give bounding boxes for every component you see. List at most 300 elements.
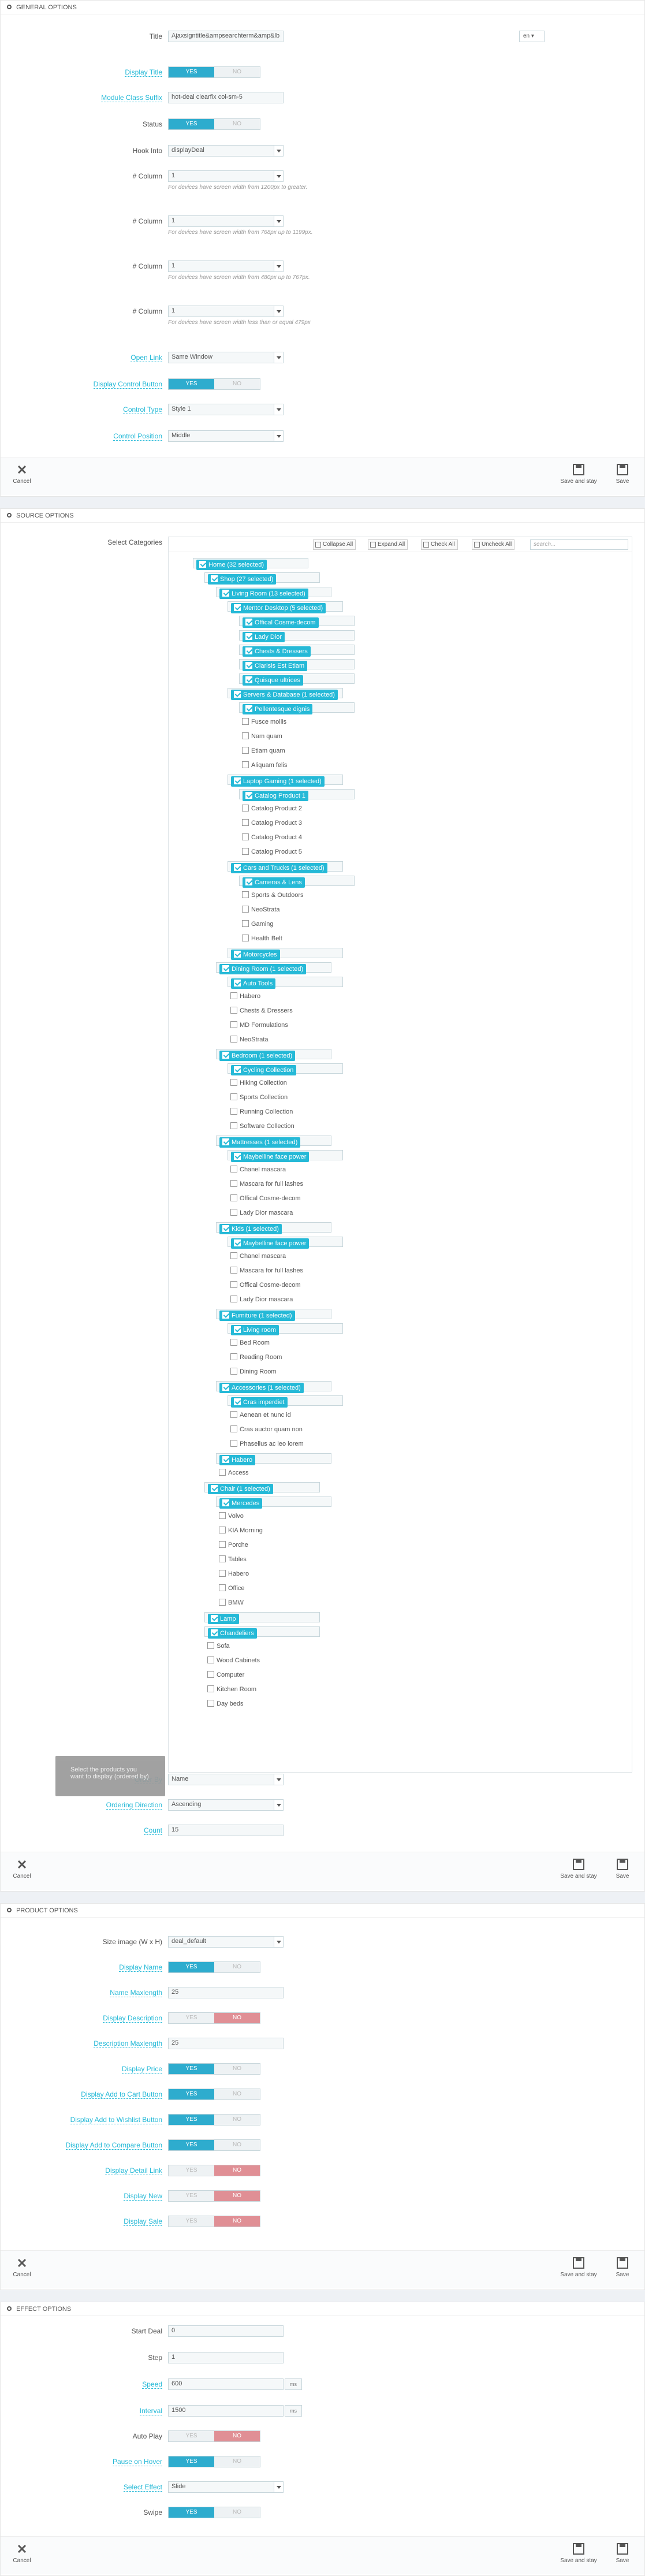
tree-node-checkbox[interactable] <box>230 1108 237 1115</box>
tree-node-checkbox[interactable] <box>230 1093 237 1100</box>
tree-node-checkbox[interactable] <box>245 792 252 799</box>
tree-node-checkbox[interactable] <box>242 718 249 725</box>
tree-node-checkbox[interactable] <box>199 561 206 568</box>
tree-node[interactable] <box>228 1280 304 1290</box>
tree-node[interactable] <box>228 977 343 987</box>
display-desc-no[interactable]: NO <box>214 2013 260 2023</box>
tree-node[interactable] <box>239 904 283 915</box>
tree-node[interactable] <box>228 861 343 872</box>
count-label: Count <box>143 1826 162 1834</box>
tree-node-checkbox[interactable] <box>245 619 252 626</box>
tree-node[interactable] <box>216 1453 331 1464</box>
tree-node-checkbox[interactable] <box>234 951 241 958</box>
tree-node[interactable] <box>239 876 355 886</box>
tree-node-checkbox[interactable] <box>219 1541 226 1548</box>
tree-node[interactable] <box>228 991 263 1002</box>
add-wishlist-toggle[interactable] <box>168 2114 260 2125</box>
desc-max-input[interactable]: 25 <box>168 2038 284 2049</box>
tree-node-checkbox[interactable] <box>222 1499 229 1506</box>
start-deal-input[interactable]: 0 <box>168 2325 284 2337</box>
tree-node[interactable] <box>228 1193 304 1204</box>
tree-node-text: Tables <box>228 1556 247 1563</box>
tree-node[interactable] <box>216 1525 266 1536</box>
save-and-stay-button[interactable]: Save and stay <box>554 463 603 491</box>
tree-node-checkbox[interactable] <box>245 676 252 683</box>
tree-node-checkbox[interactable] <box>222 1384 229 1391</box>
tree-toolbar <box>169 537 632 552</box>
tree-node[interactable] <box>216 1554 249 1565</box>
tree-node[interactable] <box>239 789 355 799</box>
display-sale-yes[interactable]: YES <box>169 2216 214 2227</box>
tree-node-text: Catalog Product 4 <box>251 834 303 841</box>
tree-node-checkbox[interactable] <box>207 1656 214 1663</box>
ordering-select[interactable]: Ascending <box>168 1799 284 1811</box>
tree-node-checkbox[interactable] <box>242 920 249 927</box>
tree-node[interactable] <box>216 1222 331 1233</box>
tree-node[interactable] <box>228 1006 296 1016</box>
pause-hover-yes[interactable]: YES <box>169 2456 214 2467</box>
cancel-button[interactable]: Cancel <box>12 2257 32 2284</box>
tree-node[interactable] <box>193 558 308 568</box>
tree-node-checkbox[interactable] <box>222 1052 229 1059</box>
tree-node[interactable] <box>204 1641 233 1651</box>
tree-node[interactable] <box>204 1482 320 1492</box>
tree-node-checkbox[interactable] <box>219 1555 226 1562</box>
tree-node-checkbox[interactable] <box>230 1339 237 1346</box>
save-button[interactable]: Save <box>613 2257 632 2284</box>
tree-node[interactable] <box>228 1034 271 1045</box>
display-name-yes[interactable]: YES <box>169 1962 214 1972</box>
autoplay-no[interactable]: NO <box>214 2431 260 2441</box>
autoplay-yes[interactable]: YES <box>169 2431 214 2441</box>
source-options-header <box>1 509 644 523</box>
speed-input[interactable]: 600 <box>168 2378 284 2390</box>
check-all-button[interactable]: Check All <box>421 539 458 550</box>
status-toggle[interactable] <box>168 118 260 130</box>
tree-node-checkbox[interactable] <box>207 1671 214 1678</box>
detail-link-toggle[interactable] <box>168 2165 260 2176</box>
tree-node[interactable] <box>216 1583 248 1594</box>
tree-node-text: Lamp <box>220 1615 236 1622</box>
collapse-all-button[interactable]: Collapse All <box>313 539 356 550</box>
module-class-input[interactable]: hot-deal clearfix col-sm-5 <box>168 92 284 103</box>
tree-node-checkbox[interactable] <box>242 805 249 811</box>
interval-row <box>1 2405 644 2417</box>
tree-node-checkbox[interactable] <box>222 590 229 597</box>
order-by-select[interactable]: Name <box>168 1774 284 1785</box>
tree-node[interactable] <box>228 1164 289 1175</box>
tree-node-checkbox[interactable] <box>242 935 249 941</box>
tree-node[interactable] <box>204 1684 259 1695</box>
tree-node[interactable] <box>228 1367 279 1377</box>
tree-node-checkbox[interactable] <box>234 980 241 987</box>
tree-node-label <box>228 1078 290 1088</box>
tree-node-checkbox[interactable] <box>230 1411 237 1418</box>
tree-node[interactable] <box>228 1092 290 1103</box>
tree-node-checkbox[interactable] <box>230 1353 237 1360</box>
tree-node-checkbox[interactable] <box>230 1007 237 1014</box>
detail-link-no[interactable]: NO <box>214 2165 260 2176</box>
tree-node-checkbox[interactable] <box>230 1166 237 1172</box>
display-price-toggle[interactable] <box>168 2063 260 2075</box>
cancel-button[interactable]: Cancel <box>12 2543 32 2570</box>
add-cart-yes[interactable]: YES <box>169 2089 214 2099</box>
effect-options-header <box>1 2302 644 2316</box>
tree-node[interactable] <box>216 1049 331 1059</box>
tree-node[interactable] <box>204 1699 246 1709</box>
column-select-3[interactable]: 1 <box>168 260 284 272</box>
tree-node-checkbox[interactable] <box>230 1079 237 1086</box>
tree-node-text: Reading Room <box>240 1354 282 1361</box>
tree-node-checkbox[interactable] <box>207 1685 214 1692</box>
tree-node[interactable] <box>239 616 355 626</box>
tree-node[interactable] <box>239 702 355 713</box>
display-new-yes[interactable]: YES <box>169 2191 214 2201</box>
interval-input[interactable]: 1500 <box>168 2405 284 2417</box>
display-price-no[interactable]: NO <box>214 2064 260 2074</box>
tree-node-checkbox[interactable] <box>230 992 237 999</box>
tree-node-label <box>228 1265 306 1276</box>
column-label-4: # Column <box>132 307 162 315</box>
tree-node-checkbox[interactable] <box>242 906 249 913</box>
add-compare-toggle[interactable] <box>168 2139 260 2151</box>
display-desc-yes[interactable]: YES <box>169 2013 214 2023</box>
tree-node[interactable] <box>239 847 305 857</box>
language-select[interactable]: en ▾ <box>519 31 545 42</box>
tree-node-label <box>219 589 308 599</box>
tree-node[interactable] <box>228 601 343 612</box>
tree-node-text: Habero <box>240 993 261 1000</box>
tree-node-label <box>239 717 289 727</box>
tree-node[interactable] <box>228 1063 343 1074</box>
tree-node[interactable] <box>216 1540 251 1550</box>
display-desc-toggle[interactable] <box>168 2012 260 2024</box>
title-label: Title <box>149 32 162 40</box>
tree-node-checkbox[interactable] <box>230 1036 237 1043</box>
tree-node[interactable] <box>216 1497 331 1507</box>
speed-row <box>1 2378 644 2390</box>
step-label: Step <box>148 2354 162 2362</box>
size-image-select[interactable]: deal_default <box>168 1936 284 1948</box>
tree-node-checkbox[interactable] <box>222 965 229 972</box>
tree-node-checkbox[interactable] <box>245 705 252 712</box>
tree-node-checkbox[interactable] <box>219 1512 226 1519</box>
tree-node[interactable] <box>216 1381 331 1391</box>
step-input[interactable]: 1 <box>168 2352 284 2363</box>
column-select-2[interactable]: 1 <box>168 215 284 227</box>
tree-node[interactable] <box>239 919 277 929</box>
tree-node-checkbox[interactable] <box>230 1122 237 1129</box>
tree-node[interactable] <box>216 1511 247 1521</box>
tree-node[interactable] <box>216 1309 331 1319</box>
tree-node-text: Chanel mascara <box>240 1253 286 1260</box>
tree-node[interactable] <box>239 890 307 900</box>
tree-node[interactable] <box>216 1136 331 1146</box>
tree-node-label <box>228 1092 290 1103</box>
tree-node-checkbox[interactable] <box>211 575 218 582</box>
save-and-stay-button[interactable]: Save and stay <box>554 2257 603 2284</box>
tree-node-label <box>219 1051 295 1061</box>
display-title-toggle[interactable] <box>168 66 260 78</box>
save-button[interactable]: Save <box>613 2543 632 2570</box>
name-max-input[interactable]: 25 <box>168 1987 284 1998</box>
tree-node-checkbox[interactable] <box>234 1326 241 1333</box>
tree-node-checkbox[interactable] <box>242 833 249 840</box>
tree-node-text: Catalog Product 3 <box>251 820 303 827</box>
display-control-no[interactable]: NO <box>214 379 260 389</box>
autoplay-toggle[interactable] <box>168 2430 260 2442</box>
tree-node-checkbox[interactable] <box>242 891 249 898</box>
tree-node[interactable] <box>204 1655 263 1666</box>
tree-node[interactable] <box>228 1265 306 1276</box>
tree-node[interactable] <box>228 1251 289 1261</box>
tree-node[interactable] <box>228 1352 285 1363</box>
tree-node[interactable] <box>228 1439 307 1449</box>
tree-node-checkbox[interactable] <box>230 1425 237 1432</box>
tree-node-checkbox[interactable] <box>211 1485 218 1492</box>
title-input[interactable]: Ajaxsigntitle&ampsearchterm&amp&lb <box>168 31 284 42</box>
tree-node-text: Mascara for full lashes <box>240 1181 304 1188</box>
tree-node[interactable] <box>228 1323 343 1334</box>
tree-node[interactable] <box>204 1612 320 1622</box>
tree-node[interactable] <box>228 1237 343 1247</box>
control-position-select[interactable]: Middle <box>168 430 284 442</box>
select-effect-select[interactable]: Slide <box>168 2481 284 2493</box>
display-new-toggle[interactable] <box>168 2190 260 2202</box>
tree-node[interactable] <box>228 1107 296 1117</box>
tree-node-label <box>228 1439 307 1449</box>
tree-node[interactable] <box>216 587 331 597</box>
column-label-2: # Column <box>132 217 162 225</box>
tree-node[interactable] <box>239 645 355 655</box>
display-name-toggle[interactable] <box>168 1961 260 1973</box>
tree-node[interactable] <box>228 1338 273 1348</box>
tree-node-checkbox[interactable] <box>234 1398 241 1405</box>
column-row-1 <box>1 170 644 191</box>
save-button[interactable]: Save <box>613 463 632 491</box>
tree-node-label <box>228 1121 297 1131</box>
tree-node[interactable] <box>239 760 290 770</box>
tree-node-checkbox[interactable] <box>242 747 249 754</box>
autoplay-row <box>1 2430 644 2442</box>
tree-node-checkbox[interactable] <box>234 691 241 698</box>
tree-node-checkbox[interactable] <box>234 1239 241 1246</box>
tree-node[interactable] <box>228 1395 343 1406</box>
tree-node-checkbox[interactable] <box>245 633 252 640</box>
tree-node-checkbox[interactable] <box>242 732 249 739</box>
save-and-stay-button[interactable]: Save and stay <box>554 2543 603 2570</box>
tree-node[interactable] <box>216 962 331 973</box>
status-no[interactable]: NO <box>214 119 260 129</box>
tree-node[interactable] <box>228 1424 305 1435</box>
tree-node[interactable] <box>216 1468 251 1478</box>
tree-node-checkbox[interactable] <box>219 1469 226 1476</box>
tree-node[interactable] <box>228 1121 297 1131</box>
tree-node-checkbox[interactable] <box>219 1584 226 1591</box>
tree-node[interactable] <box>204 1626 320 1637</box>
effect-options-title: EFFECT OPTIONS <box>16 2306 72 2313</box>
tree-node[interactable] <box>216 1569 252 1579</box>
swipe-yes[interactable]: YES <box>169 2507 214 2518</box>
tree-node-checkbox[interactable] <box>211 1629 218 1636</box>
tree-node[interactable] <box>216 1598 247 1608</box>
save-button[interactable]: Save <box>613 1858 632 1886</box>
count-input[interactable]: 15 <box>168 1825 284 1836</box>
tree-node-checkbox[interactable] <box>230 1368 237 1375</box>
tree-node[interactable] <box>239 659 355 669</box>
tree-node-checkbox[interactable] <box>207 1642 214 1649</box>
control-type-select[interactable]: Style 1 <box>168 404 284 415</box>
uncheck-all-button[interactable]: Uncheck All <box>472 539 514 550</box>
expand-icon <box>370 542 376 548</box>
column-select-1[interactable]: 1 <box>168 170 284 182</box>
tree-node-text: Cras auctor quam non <box>240 1426 303 1433</box>
speed-unit: ms <box>285 2378 302 2390</box>
tree-node-text: Cars and Trucks (1 selected) <box>243 865 325 872</box>
tree-node-text: Fusce mollis <box>251 719 287 725</box>
tree-node-checkbox[interactable] <box>230 1296 237 1302</box>
add-cart-no[interactable]: NO <box>214 2089 260 2099</box>
display-control-yes[interactable]: YES <box>169 379 214 389</box>
display-sale-toggle[interactable] <box>168 2216 260 2227</box>
display-name-no[interactable]: NO <box>214 1962 260 1972</box>
tree-node-label <box>243 617 319 628</box>
save-and-stay-button[interactable]: Save and stay <box>554 1858 603 1886</box>
detail-link-row <box>1 2165 644 2176</box>
tree-node-checkbox[interactable] <box>234 1066 241 1073</box>
gear-icon <box>6 512 12 518</box>
status-yes[interactable]: YES <box>169 119 214 129</box>
tree-node-checkbox[interactable] <box>245 662 252 669</box>
display-new-no[interactable]: NO <box>214 2191 260 2201</box>
tree-node[interactable] <box>228 1150 343 1160</box>
tree-node-checkbox[interactable] <box>222 1312 229 1319</box>
tree-node[interactable] <box>239 731 285 742</box>
tree-node-label <box>216 1468 251 1478</box>
tree-node-label <box>208 1614 239 1624</box>
tree-node[interactable] <box>239 803 305 814</box>
cancel-button[interactable]: Cancel <box>12 1858 32 1886</box>
display-sale-no[interactable]: NO <box>214 2216 260 2227</box>
tree-node-label <box>243 791 308 801</box>
tree-node-label <box>228 1410 294 1420</box>
tree-node-checkbox[interactable] <box>242 761 249 768</box>
tree-node-checkbox[interactable] <box>230 1440 237 1447</box>
display-price-yes[interactable]: YES <box>169 2064 214 2074</box>
tree-node[interactable] <box>239 630 355 641</box>
tree-node-checkbox[interactable] <box>219 1527 226 1533</box>
tree-node-checkbox[interactable] <box>234 864 241 871</box>
tree-node[interactable] <box>228 1294 296 1305</box>
tree-node-checkbox[interactable] <box>222 1138 229 1145</box>
tree-node-checkbox[interactable] <box>245 878 252 885</box>
control-position-row <box>1 430 644 442</box>
tree-node[interactable] <box>228 688 343 698</box>
tree-node-checkbox[interactable] <box>211 1615 218 1622</box>
add-cart-toggle[interactable] <box>168 2089 260 2100</box>
tree-node-checkbox[interactable] <box>222 1225 229 1232</box>
tree-node-text: Living room <box>243 1327 276 1334</box>
tree-node-checkbox[interactable] <box>234 777 241 784</box>
cancel-button[interactable]: Cancel <box>12 463 32 491</box>
add-compare-no[interactable]: NO <box>214 2140 260 2150</box>
tree-node-checkbox[interactable] <box>222 1456 229 1463</box>
tree-node-text: Chanel mascara <box>240 1166 286 1173</box>
swipe-toggle[interactable] <box>168 2507 260 2518</box>
add-wishlist-no[interactable]: NO <box>214 2115 260 2125</box>
tree-node-checkbox[interactable] <box>230 1281 237 1288</box>
hook-row <box>1 145 644 157</box>
tree-node-text: Sofa <box>217 1643 230 1650</box>
column-select-4[interactable]: 1 <box>168 306 284 317</box>
tree-node[interactable] <box>239 818 305 828</box>
hook-select[interactable]: displayDeal <box>168 145 284 157</box>
tree-search-input[interactable]: search... <box>530 539 628 550</box>
display-title-yes[interactable]: YES <box>169 67 214 77</box>
tree-node[interactable] <box>228 1179 306 1189</box>
display-title-no[interactable]: NO <box>214 67 260 77</box>
tree-node-label <box>231 1325 279 1335</box>
tree-node[interactable] <box>239 832 305 843</box>
tree-node[interactable] <box>228 1078 290 1088</box>
tree-node-label <box>239 919 277 929</box>
display-control-toggle[interactable] <box>168 378 260 390</box>
add-compare-yes[interactable]: YES <box>169 2140 214 2150</box>
tree-node-checkbox[interactable] <box>207 1700 214 1707</box>
tree-node-text: Mercedes <box>232 1500 260 1507</box>
expand-all-button[interactable]: Expand All <box>368 539 408 550</box>
tree-node-checkbox[interactable] <box>230 1267 237 1274</box>
tree-node-checkbox[interactable] <box>234 604 241 611</box>
tree-node[interactable] <box>228 948 343 958</box>
open-link-select[interactable]: Same Window <box>168 352 284 363</box>
tree-node-checkbox[interactable] <box>219 1599 226 1606</box>
tree-node[interactable] <box>239 673 355 684</box>
tree-node-checkbox[interactable] <box>242 819 249 826</box>
save-icon <box>572 2543 585 2555</box>
pause-hover-toggle[interactable] <box>168 2456 260 2467</box>
tree-node-text: Wood Cabinets <box>217 1657 260 1664</box>
swipe-no[interactable]: NO <box>214 2507 260 2518</box>
tree-node[interactable] <box>228 1208 296 1218</box>
tree-node[interactable] <box>228 1020 291 1030</box>
tree-node-checkbox[interactable] <box>242 848 249 855</box>
pause-hover-no[interactable]: NO <box>214 2456 260 2467</box>
add-wishlist-yes[interactable]: YES <box>169 2115 214 2125</box>
tree-node-checkbox[interactable] <box>234 1153 241 1160</box>
status-label: Status <box>142 120 162 128</box>
tree-node-checkbox[interactable] <box>245 647 252 654</box>
tree-node-label <box>204 1699 246 1709</box>
tree-node-checkbox[interactable] <box>230 1209 237 1216</box>
tree-node[interactable] <box>228 1410 294 1420</box>
tree-node[interactable] <box>239 933 285 944</box>
tree-node-checkbox[interactable] <box>230 1180 237 1187</box>
tree-node-text: Shop (27 selected) <box>220 576 274 583</box>
tree-node[interactable] <box>204 572 320 583</box>
tree-node[interactable] <box>228 775 343 785</box>
tree-node-checkbox[interactable] <box>230 1194 237 1201</box>
detail-link-yes[interactable]: YES <box>169 2165 214 2176</box>
tree-node[interactable] <box>239 746 288 756</box>
tree-node-checkbox[interactable] <box>219 1570 226 1577</box>
tree-node[interactable] <box>204 1670 247 1680</box>
tree-node-text: Volvo <box>228 1513 244 1520</box>
tree-node-checkbox[interactable] <box>230 1021 237 1028</box>
tree-node-checkbox[interactable] <box>230 1252 237 1259</box>
open-link-label: Open Link <box>131 353 162 362</box>
tree-node[interactable] <box>239 717 289 727</box>
